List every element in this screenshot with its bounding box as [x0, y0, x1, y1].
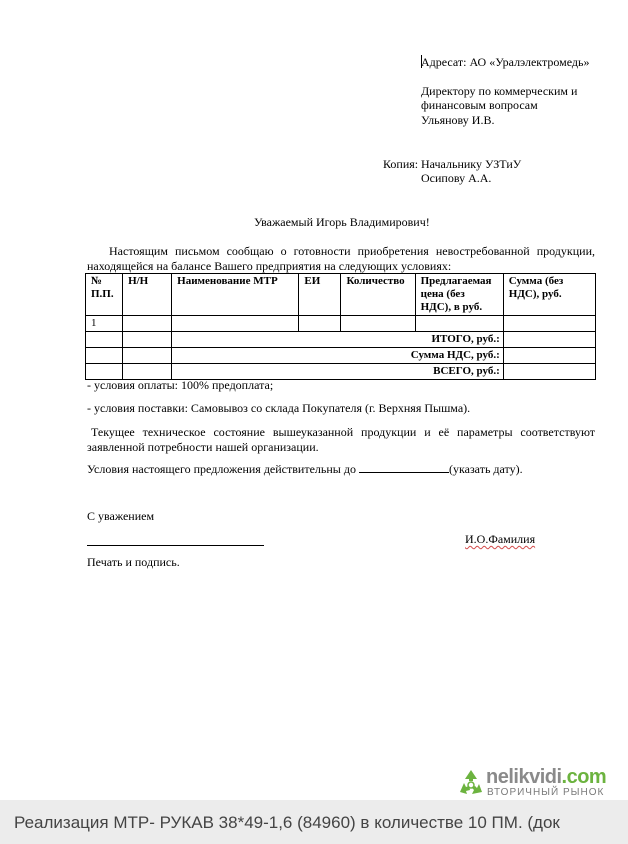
header-cell: Количество: [341, 274, 415, 316]
condition-paragraph: Текущее техническое состояние вышеуказанной продукции и её параметры соответствуют заявленной потребности нашей организации.: [87, 425, 595, 454]
signature-line: [87, 545, 264, 546]
director-name: Ульянову И.В.: [421, 113, 495, 127]
brand-name: [486, 766, 606, 789]
table-cell: [503, 316, 595, 332]
table-cell: [341, 316, 415, 332]
table-cell: [86, 332, 123, 348]
vat-label: Сумма НДС, руб.:: [172, 348, 504, 364]
table-cell: [172, 316, 299, 332]
grand-total-label: ВСЕГО, руб.:: [172, 364, 504, 380]
table-cell: [123, 316, 172, 332]
addressee: Адресат: АО «Уралэлектромедь»: [421, 55, 590, 69]
document-caption-bar: [0, 800, 628, 844]
validity-prefix: Условия настоящего предложения действительны до: [87, 462, 356, 476]
validity-suffix: (указать дату).: [448, 462, 523, 476]
table-cell: 1: [86, 316, 123, 332]
header-cell: № П.П.: [86, 274, 123, 316]
table-cell: [299, 316, 341, 332]
payment-terms: - условия оплаты: 100% предоплата;: [87, 378, 274, 392]
copy-recipient-line1: Начальнику УЗТиУ: [421, 157, 522, 171]
director-title-line1: Директору по коммерческим и: [421, 84, 578, 98]
table-cell: [123, 332, 172, 348]
grand-total-value-cell: [503, 364, 595, 380]
table-cell: [86, 348, 123, 364]
director-title-line2: финансовым вопросам: [421, 98, 538, 112]
regards: С уважением: [87, 509, 155, 523]
delivery-terms: - условия поставки: Самовывоз со склада Покупателя (г. Верхняя Пышма).: [87, 401, 471, 415]
date-blank: [359, 462, 449, 473]
intro-paragraph: Настоящим письмом сообщаю о готовности приобретения невостребованной продукции, находящейся на балансе Вашего предприятия на следующих условиях:: [87, 244, 595, 273]
total-value-cell: [503, 332, 595, 348]
brand-prefix: nelikvidi: [486, 766, 562, 788]
brand-subtitle: ВТОРИЧНЫЙ РЫНОК: [487, 787, 605, 798]
header-cell: Предлагаемая цена (без НДС), в руб.: [415, 274, 503, 316]
header-cell: ЕИ: [299, 274, 341, 316]
goods-table: [85, 273, 596, 380]
total-row: [86, 332, 596, 348]
greeting: Уважаемый Игорь Владимирович!: [254, 215, 430, 229]
watermark-logo: [456, 766, 616, 800]
recycle-icon: [456, 768, 486, 796]
table-row: [86, 316, 596, 332]
table-cell: [123, 348, 172, 364]
header-cell: Н/Н: [123, 274, 172, 316]
table-cell: [415, 316, 503, 332]
header-cell: Наименование МТР: [172, 274, 299, 316]
document-caption: Реализация МТР- РУКАВ 38*49-1,6 (84960) в количестве 10 ПМ. (док: [14, 813, 560, 832]
stamp-note: Печать и подпись.: [87, 555, 180, 569]
header-cell: Сумма (без НДС), руб.: [503, 274, 595, 316]
table-header-row: [86, 274, 596, 316]
total-label: ИТОГО, руб.:: [172, 332, 504, 348]
copy-recipient-line2: Осипову А.А.: [421, 171, 492, 185]
validity-line: [87, 462, 523, 476]
vat-value-cell: [503, 348, 595, 364]
brand-suffix: .com: [561, 766, 607, 788]
vat-row: [86, 348, 596, 364]
copy-label: Копия:: [383, 157, 419, 171]
signer-name: И.О.Фамилия: [465, 532, 536, 546]
